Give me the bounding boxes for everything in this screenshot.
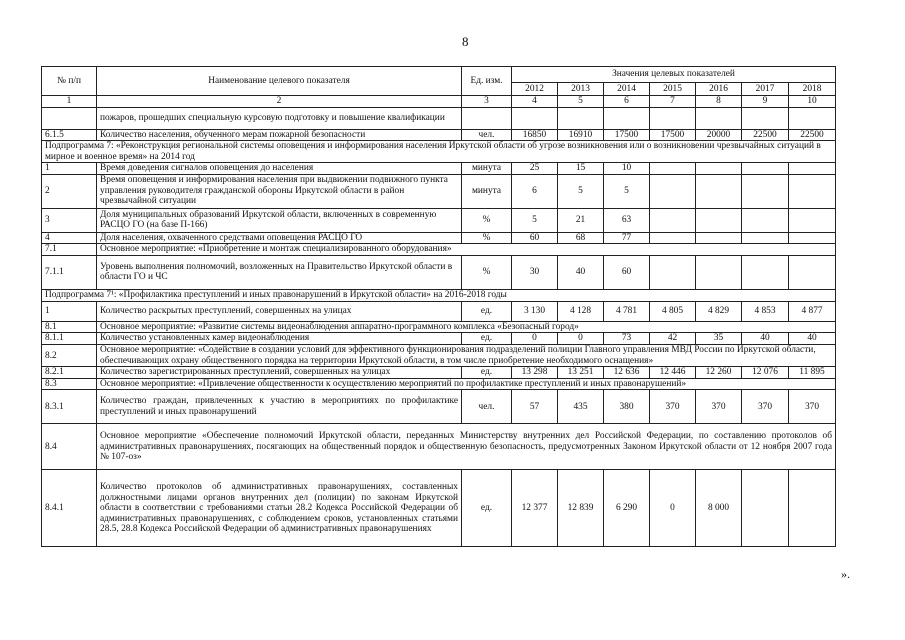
indicator-name: Количество граждан, привлеченных к участию в мероприятиях по профилактике преступлений и иных правонарушений: [97, 390, 462, 424]
value-2012: [512, 107, 558, 129]
value-2015: [650, 163, 696, 175]
indicator-unit: [462, 107, 512, 129]
table-row: [42, 208, 836, 232]
main-activity-heading: Основное мероприятие: «Приобретение и монтаж специализированного оборудования»: [97, 244, 836, 256]
value-2013: 0: [558, 333, 604, 345]
value-2012: 0: [512, 333, 558, 345]
value-2018: [789, 470, 836, 547]
table-row: [42, 321, 836, 333]
value-2013: 40: [558, 255, 604, 289]
table-row: [42, 378, 836, 390]
value-2013: [558, 107, 604, 129]
value-2015: [650, 208, 696, 232]
target-indicators-table: [41, 66, 836, 547]
row-number: 8.4.1: [42, 470, 97, 547]
value-2016: [696, 174, 742, 208]
value-2017: [742, 107, 789, 129]
value-2014: 77: [604, 232, 650, 244]
row-number: 3: [42, 208, 97, 232]
value-2015: [650, 255, 696, 289]
indicator-name: Доля населения, охваченного средствами оповещения РАСЦО ГО: [97, 232, 462, 244]
value-2014: 17500: [604, 129, 650, 141]
value-2013: 13 251: [558, 367, 604, 379]
value-2014: 73: [604, 333, 650, 345]
main-activity-heading: Основное мероприятие: «Развитие системы видеонаблюдения аппаратно-программного комплекса «Безопасный город»: [97, 321, 836, 333]
value-2016: [696, 255, 742, 289]
row-number: 8.2: [42, 345, 97, 367]
value-2018: 370: [789, 390, 836, 424]
row-number: 8.3.1: [42, 390, 97, 424]
value-2017: 12 076: [742, 367, 789, 379]
header-index-row: [42, 96, 836, 108]
value-2017: [742, 208, 789, 232]
header-name: Наименование целевого показателя: [97, 67, 462, 96]
value-2018: [789, 208, 836, 232]
indicator-name: Время оповещения и информирования населения при выдвижении подвижного пункта управления руководителя гражданской обороны Иркутской области в район чрезвычайной ситуации: [97, 174, 462, 208]
value-2012: 6: [512, 174, 558, 208]
value-2016: 4 829: [696, 301, 742, 321]
table-row: [42, 163, 836, 175]
table-row: [42, 255, 836, 289]
value-2018: [789, 255, 836, 289]
indicator-unit: %: [462, 232, 512, 244]
main-activity-heading: Основное мероприятие: «Привлечение общественности к осуществлению мероприятий по профилактике преступлений и иных правонарушений»: [97, 378, 836, 390]
indicator-unit: %: [462, 208, 512, 232]
indicator-unit: минута: [462, 174, 512, 208]
indicator-unit: %: [462, 255, 512, 289]
value-2018: 11 895: [789, 367, 836, 379]
header-no: № п/п: [42, 67, 97, 96]
value-2012: 3 130: [512, 301, 558, 321]
indicator-name: Количество установленных камер видеонаблюдения: [97, 333, 462, 345]
header-year-2012: 2012: [512, 83, 558, 96]
value-2018: [789, 174, 836, 208]
header-year-2015: 2015: [650, 83, 696, 96]
value-2017: 22500: [742, 129, 789, 141]
indicator-name: Уровень выполнения полномочий, возложенных на Правительство Иркутской области в области ГО и ЧС: [97, 255, 462, 289]
value-2012: 5: [512, 208, 558, 232]
row-number: 7.1.1: [42, 255, 97, 289]
row-number: 8.4: [42, 424, 97, 470]
value-2016: [696, 163, 742, 175]
value-2016: [696, 107, 742, 129]
value-2015: 370: [650, 390, 696, 424]
value-2017: 4 853: [742, 301, 789, 321]
table-row: [42, 333, 836, 345]
value-2015: [650, 107, 696, 129]
value-2015: [650, 232, 696, 244]
value-2012: 16850: [512, 129, 558, 141]
value-2015: 42: [650, 333, 696, 345]
subprogram-heading: Подпрограмма 7¹: «Профилактика преступлений и иных правонарушений в Иркутской области» на 2016-2018 годы: [42, 289, 836, 301]
value-2015: 12 446: [650, 367, 696, 379]
value-2016: [696, 232, 742, 244]
row-number: 6.1.5: [42, 129, 97, 141]
table-body: [42, 107, 836, 547]
row-number: 7.1: [42, 244, 97, 256]
column-index-5: 5: [558, 96, 604, 108]
main-activity-heading: Основное мероприятие: «Содействие в создании условий для эффективного функционирования подразделений полиции Главного управления МВД России по Иркутской области, обеспечивающих охрану общественного порядка на территории Иркутской области, в том числе приобретение необходимого оснащения»: [97, 345, 836, 367]
indicator-unit: чел.: [462, 129, 512, 141]
value-2013: 435: [558, 390, 604, 424]
value-2013: 12 839: [558, 470, 604, 547]
column-index-4: 4: [512, 96, 558, 108]
row-number: 8.3: [42, 378, 97, 390]
table-row: [42, 424, 836, 470]
value-2013: 15: [558, 163, 604, 175]
column-index-1: 1: [42, 96, 97, 108]
value-2018: [789, 232, 836, 244]
value-2013: 21: [558, 208, 604, 232]
value-2018: 4 877: [789, 301, 836, 321]
indicator-name: Доля муниципальных образований Иркутской области, включенных в современную РАСЦО ГО (на базе П-166): [97, 208, 462, 232]
column-index-10: 10: [789, 96, 836, 108]
indicator-name: Время доведения сигналов оповещения до населения: [97, 163, 462, 175]
value-2017: 40: [742, 333, 789, 345]
value-2012: 60: [512, 232, 558, 244]
indicator-unit: чел.: [462, 390, 512, 424]
value-2012: 13 298: [512, 367, 558, 379]
indicator-unit: ед.: [462, 333, 512, 345]
column-index-3: 3: [462, 96, 512, 108]
table-row: [42, 244, 836, 256]
value-2013: 5: [558, 174, 604, 208]
value-2015: 4 805: [650, 301, 696, 321]
header-year-2016: 2016: [696, 83, 742, 96]
value-2014: 6 290: [604, 470, 650, 547]
header-values: Значения целевых показателей: [512, 67, 836, 83]
indicator-name: Количество зарегистрированных преступлений, совершенных на улицах: [97, 367, 462, 379]
column-index-8: 8: [696, 96, 742, 108]
table-row: [42, 301, 836, 321]
value-2017: [742, 232, 789, 244]
indicator-unit: ед.: [462, 301, 512, 321]
value-2018: 22500: [789, 129, 836, 141]
header-year-2018: 2018: [789, 83, 836, 96]
subprogram-heading: Подпрограмма 7: «Реконструкция региональной системы оповещения и информирования населения Иркутской области об угрозе возникновения или о возникновении чрезвычайных ситуаций в мирное и военное время» на 2014 год: [42, 141, 836, 163]
table-row: [42, 367, 836, 379]
row-number: 1: [42, 301, 97, 321]
table-header: [42, 67, 836, 108]
table-row: [42, 289, 836, 301]
table-row: [42, 390, 836, 424]
value-2012: 12 377: [512, 470, 558, 547]
table-row: [42, 174, 836, 208]
column-index-9: 9: [742, 96, 789, 108]
table-row: [42, 129, 836, 141]
row-number: 4: [42, 232, 97, 244]
value-2018: 40: [789, 333, 836, 345]
value-2015: 0: [650, 470, 696, 547]
row-number: 8.2.1: [42, 367, 97, 379]
value-2012: 57: [512, 390, 558, 424]
header-year-2017: 2017: [742, 83, 789, 96]
value-2016: 8 000: [696, 470, 742, 547]
row-number: 8.1: [42, 321, 97, 333]
value-2014: 12 636: [604, 367, 650, 379]
table-row: [42, 141, 836, 163]
value-2013: 68: [558, 232, 604, 244]
row-number: 8.1.1: [42, 333, 97, 345]
indicator-name: Количество протоколов об административных правонарушениях, составленных должностными лицами органов внутренних дел (полиции) по законам Иркутской области в соответствии с требованиями статьи 28.2 Кодекса Российской Федерации об административных правонарушениях, с соблюдением сроков, установленных статьями 28.5, 28.8 Кодекса Российской Федерации об административных правонарушениях: [97, 470, 462, 547]
table-row: [42, 345, 836, 367]
header-year-2013: 2013: [558, 83, 604, 96]
column-index-7: 7: [650, 96, 696, 108]
value-2016: [696, 208, 742, 232]
header-unit: Ед. изм.: [462, 67, 512, 96]
value-2014: [604, 107, 650, 129]
header-year-2014: 2014: [604, 83, 650, 96]
value-2014: 4 781: [604, 301, 650, 321]
value-2017: 370: [742, 390, 789, 424]
value-2015: [650, 174, 696, 208]
table-row: [42, 232, 836, 244]
value-2016: 370: [696, 390, 742, 424]
row-number: [42, 107, 97, 129]
row-number: 2: [42, 174, 97, 208]
value-2016: 20000: [696, 129, 742, 141]
indicator-name: Количество раскрытых преступлений, совершенных на улицах: [97, 301, 462, 321]
indicator-unit: минута: [462, 163, 512, 175]
column-index-6: 6: [604, 96, 650, 108]
value-2014: 63: [604, 208, 650, 232]
indicator-name: Количество населения, обученного мерам пожарной безопасности: [97, 129, 462, 141]
table-row: [42, 470, 836, 547]
value-2018: [789, 163, 836, 175]
value-2014: 5: [604, 174, 650, 208]
column-index-2: 2: [97, 96, 462, 108]
value-2014: 380: [604, 390, 650, 424]
value-2016: 12 260: [696, 367, 742, 379]
value-2014: 10: [604, 163, 650, 175]
page-number: 8: [462, 34, 469, 49]
indicator-name: пожаров, прошедших специальную курсовую подготовку и повышение квалификации: [97, 107, 462, 129]
table-row: [42, 107, 836, 129]
value-2012: 30: [512, 255, 558, 289]
value-2013: 16910: [558, 129, 604, 141]
value-2017: [742, 470, 789, 547]
value-2012: 25: [512, 163, 558, 175]
row-number: 1: [42, 163, 97, 175]
value-2017: [742, 255, 789, 289]
value-2016: 35: [696, 333, 742, 345]
value-2017: [742, 174, 789, 208]
value-2014: 60: [604, 255, 650, 289]
value-2018: [789, 107, 836, 129]
indicator-unit: ед.: [462, 367, 512, 379]
value-2017: [742, 163, 789, 175]
value-2013: 4 128: [558, 301, 604, 321]
value-2015: 17500: [650, 129, 696, 141]
closing-quote-mark: ».: [841, 567, 850, 581]
main-activity-heading: Основное мероприятие «Обеспечение полномочий Иркутской области, переданных Министерству внутренних дел Российской Федерации, по составлению протоколов об административных правонарушениях, посягающих на общественный порядок и общественную безопасность, предусмотренных Законом Иркутской области от 12 ноября 2007 года № 107-оз»: [97, 424, 836, 470]
indicator-unit: ед.: [462, 470, 512, 547]
